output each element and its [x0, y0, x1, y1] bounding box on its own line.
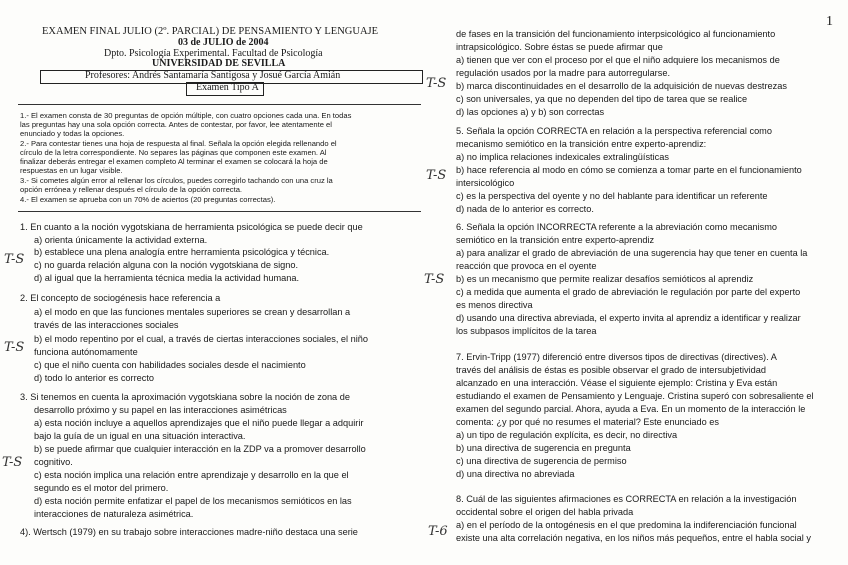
instruction-line: finalizar deberás entregar el examen completo Al terminar el examen se colocará la hoja de	[20, 157, 328, 166]
handwritten-mark: T-S	[426, 168, 447, 183]
instruction-line: 3.- Si cometes algún error al rellenar los círculos, puedes corregirlo tachando con una cruz la	[20, 176, 333, 185]
professors: Profesores: Andrés Santamaría Santigosa y Josué García Amián	[85, 70, 341, 81]
question-option: existe una alta correlación negativa, en los niños más pequeños, entre el habla social y	[456, 533, 811, 543]
question-7-stem-cont: través del análisis de éstas es posible observar el grado de intersubjetividad	[456, 365, 767, 375]
handwritten-mark: T-S	[4, 340, 25, 355]
question-option: a) tienen que ver con el proceso por el que el niño adquiere los mecanismos de	[456, 55, 780, 65]
question-option: a) para analizar el grado de abreviación de una sugerencia hay que tener en cuenta la	[456, 248, 808, 258]
question-option: b) es un mecanismo que permite realizar desafíos semióticos al aprendiz	[456, 274, 754, 284]
question-option: d) usando una directiva abreviada, el experto invita al aprendiz a identificar y realizar	[456, 313, 801, 323]
question-8-stem-cont: occidental sobre el origen del habla privada	[456, 507, 634, 517]
question-option: d) todo lo anterior es correcto	[34, 373, 155, 383]
question-option: interacciones de naturaleza asimétrica.	[34, 509, 194, 519]
question-option: es menos directiva	[456, 300, 533, 310]
question-2-stem: 2. El concepto de sociogénesis hace referencia a	[20, 293, 221, 303]
question-option: reacción que provoca en el oyente	[456, 261, 597, 271]
question-7-stem-cont: comenta: ¿y por qué no resumes el material? Este enunciado es	[456, 417, 720, 427]
question-8-stem: 8. Cuál de las siguientes afirmaciones es CORRECTA en relación a la investigación	[456, 494, 797, 504]
question-option: c) es la perspectiva del oyente y no del hablante para identificar un referente	[456, 191, 768, 201]
question-option: c) no guarda relación alguna con la noción vygotskiana de signo.	[34, 260, 299, 270]
instruction-line: 1.- El examen consta de 30 preguntas de opción múltiple, con cuatro opciones cada una. En todas	[20, 111, 352, 120]
instruction-line: enunciado y todas la opciones.	[20, 129, 125, 138]
handwritten-mark: T-6	[428, 524, 448, 539]
handwritten-mark: T-S	[424, 272, 445, 287]
question-option: b) una directiva de sugerencia en pregunta	[456, 443, 631, 453]
exam-type: Examen Tipo A	[196, 82, 259, 93]
exam-date: 03 de JULIO de 2004	[178, 37, 269, 48]
question-5-stem: 5. Señala la opción CORRECTA en relación a la perspectiva referencial como	[456, 126, 772, 136]
question-6-stem-cont: semiótico en la transición entre experto-aprendiz	[456, 235, 655, 245]
question-option: c) una directiva de sugerencia de permiso	[456, 456, 627, 466]
question-option: a) esta noción incluye a aquellos aprendizajes que el niño puede llegar a adquirir	[34, 418, 364, 428]
page-number: 1	[826, 14, 833, 29]
question-option: segundo es el motor del primero.	[34, 483, 169, 493]
question-stem-cont: desarrollo próximo y su papel en las interacciones asimétricas	[34, 405, 287, 415]
question-option: d) una directiva no abreviada	[456, 469, 575, 479]
question-7-stem: 7. Ervin-Tripp (1977) diferenció entre diversos tipos de directivas (directives). A	[456, 352, 777, 362]
handwritten-mark: T-S	[426, 76, 447, 91]
question-option: b) el modo repentino por el cual, a través de ciertas interacciones sociales, el niño	[34, 334, 368, 344]
instruction-line: círculo de la letra correspondiente. No separes las páginas que componen este examen. Al	[20, 148, 327, 157]
question-3-stem: 3. Si tenemos en cuenta la aproximación vygotskiana sobre la noción de zona de	[20, 392, 350, 402]
question-4-stem-cont: intrapsicológico. Sobre éstas se puede afirmar que	[456, 42, 663, 52]
question-option: través de las interacciones sociales	[34, 320, 179, 330]
question-option: los subpasos implícitos de la tarea	[456, 326, 597, 336]
question-option: d) esta noción permite enfatizar el papel de los mecanismos semióticos en las	[34, 496, 352, 506]
instruction-line: respuestas en un lugar visible.	[20, 166, 123, 175]
question-option: bajo la guía de un igual en una situación interactiva.	[34, 431, 246, 441]
question-option: c) a medida que aumenta el grado de abreviación le regulación por parte del experto	[456, 287, 801, 297]
question-4-stem: 4). Wertsch (1979) en su trabajo sobre interacciones madre-niño destaca una serie	[20, 527, 358, 537]
question-option: a) el modo en que las funciones mentales superiores se crean y desarrollan a	[34, 307, 351, 317]
exam-title: EXAMEN FINAL JULIO (2º. PARCIAL) DE PENSAMIENTO Y LENGUAJE	[42, 26, 379, 37]
question-option: b) se puede afirmar que cualquier interacción en la ZDP va a promover desarrollo	[34, 444, 366, 454]
question-option: c) son universales, ya que no dependen del tipo de tarea que se realice	[456, 94, 748, 104]
university: UNIVERSIDAD DE SEVILLA	[152, 58, 286, 69]
question-4-stem-cont: de fases en la transición del funcionamiento interpsicológico al funcionamiento	[456, 29, 776, 39]
question-7-stem-cont: examen del segundo parcial. Ahora, ayuda a Eva. En un momento de la interacción le	[456, 404, 806, 414]
divider-top	[18, 104, 421, 105]
instruction-line: 4.- El examen se aprueba con un 70% de aciertos (20 preguntas correctas).	[20, 195, 276, 204]
question-option: b) hace referencia al modo en cómo se comienza a tomar parte en el funcionamiento	[456, 165, 802, 175]
instruction-line: 2.- Para contestar tienes una hoja de respuesta al final. Señala la opción elegida rellenando el	[20, 139, 337, 148]
question-option: c) esta noción implica una relación entre aprendizaje y desarrollo en la que el	[34, 470, 349, 480]
question-option: intersicológico	[456, 178, 515, 188]
handwritten-mark: T-S	[2, 455, 23, 470]
divider-bottom	[18, 211, 421, 212]
question-6-stem: 6. Señala la opción INCORRECTA referente a la abreviación como mecanismo	[456, 222, 778, 232]
question-option: regulación usados por la madre para autorregularse.	[456, 68, 670, 78]
question-option: d) nada de lo anterior es correcto.	[456, 204, 594, 214]
handwritten-mark: T-S	[4, 252, 25, 267]
question-option: cognitivo.	[34, 457, 73, 467]
instruction-line: opción errónea y rellenar después el círculo de la opción correcta.	[20, 185, 243, 194]
question-option: a) un tipo de regulación explícita, es decir, no directiva	[456, 430, 678, 440]
question-option: d) al igual que la herramienta técnica media la actividad humana.	[34, 273, 300, 283]
question-option: b) marca discontinuidades en el desarrollo de la adquisición de nuevas destrezas	[456, 81, 787, 91]
question-option: a) en el período de la ontogénesis en el que predomina la indiferenciación funcional	[456, 520, 797, 530]
question-option: funciona autónomamente	[34, 347, 138, 357]
question-1-stem: 1. En cuanto a la noción vygotskiana de herramienta psicológica se puede decir que	[20, 222, 363, 232]
question-option: d) las opciones a) y b) son correctas	[456, 107, 605, 117]
department: Dpto. Psicología Experimental. Facultad de Psicología	[104, 48, 323, 59]
question-option: b) establece una plena analogía entre herramienta psicológica y técnica.	[34, 247, 330, 257]
question-option: a) orienta únicamente la actividad externa.	[34, 235, 208, 245]
question-option: c) que el niño cuenta con habilidades sociales desde el nacimiento	[34, 360, 306, 370]
question-7-stem-cont: estudiando el examen de Pensamiento y Lenguaje. Cristina superó con sobresaliente el	[456, 391, 814, 401]
instruction-line: las preguntas hay una sola opción correcta. Antes de contestar, por favor, lee atentamente el	[20, 120, 332, 129]
question-option: a) no implica relaciones indexicales extralingüísticas	[456, 152, 669, 162]
question-5-stem-cont: mecanismo semiótico en la transición entre experto-aprendiz:	[456, 139, 707, 149]
question-7-stem-cont: alcanzado en una interacción. Véase el siguiente ejemplo: Cristina y Eva están	[456, 378, 778, 388]
